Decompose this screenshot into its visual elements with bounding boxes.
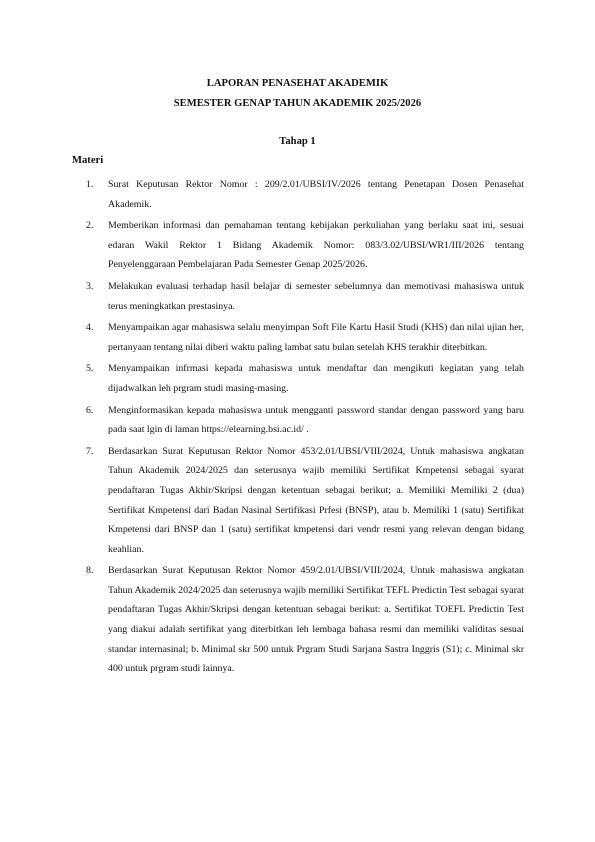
list-item [72, 442, 524, 560]
list-item-number: 5. [86, 363, 94, 375]
list-item-number: 4. [86, 322, 94, 334]
list-item-text: Melakukan evaluasi terhadap hasil belajar di semester sebelumnya dan memotivasi mahasiswa untuk terus meningkatkan prestasinya. [108, 280, 524, 312]
title-line-2: SEMESTER GENAP TAHUN AKADEMIK 2025/2026 [173, 98, 422, 109]
list-item-number: 6. [86, 404, 94, 416]
list-item [72, 277, 524, 316]
list-item-text: Berdasarkan Surat Keputusan Rektor Nomor 459/2.01/UBSI/VIII/2024, Untuk mahasiswa angkatan Tahun Akademik 2024/2025 dan seterusnya wajib memiliki Sertifikat TEFL Predictin Test sebagai syarat pendaftaran Tugas Akhir/Skripsi dengan ketentuan sebagai berikut: a. Sertifikat TOEFL Predictin Test yang diakui adalah sertifikat yang diterbitkan leh lembaga bahasa resmi dan memiliki validitas sesuai standar internasinal; b. Minimal skr 500 untuk Prgram Studi Sarjana Sastra Inggris (S1); c. Minimal skr 400 untuk prgram studi lainnya. [108, 565, 524, 675]
list-item-number: 3. [86, 280, 94, 292]
list-item [72, 318, 524, 357]
list-item [72, 561, 524, 679]
list-item-number: 7. [86, 445, 94, 457]
list-item [72, 216, 524, 275]
list-item-text: Menyampaikan infrmasi kepada mahasiswa untuk mendaftar dan mengikuti kegiatan yang telah dijadwalkan leh prgram studi masing-masing. [108, 363, 524, 394]
title-line-1: LAPORAN PENASEHAT AKADEMIK [206, 78, 389, 89]
list-item-number: 2. [86, 220, 94, 232]
list-item-text: Memberikan informasi dan pemahaman tentang kebijakan perkuliahan yang berlaku saat ini, sesuai edaran Wakil Rektor 1 Bidang Akademik Nomor: 083/3.02/UBSI/WR1/III/2026 tentang Penyelenggaraan Pembelajaran Pada Semester Genap 2025/2026. [108, 220, 524, 271]
list-item-text: Menyampaikan agar mahasiswa selalu menyimpan Soft File Kartu Hasil Studi (KHS) dan nilai ujian her, pertanyaan tentang nilai diberi waktu paling lambat satu bulan setelah KHS terakhir diterbitkan. [108, 322, 524, 353]
report-title [0, 74, 595, 114]
list-item [72, 175, 524, 214]
section-heading-materi: Materi [72, 155, 104, 166]
list-item [72, 401, 524, 440]
list-item-number: 1. [86, 179, 94, 190]
list-item-text: Berdasarkan Surat Keputusan Rektor Nomor 453/2.01/UBSI/VIII/2024, Untuk mahasiswa angkatan Tahun Akademik 2024/2025 dan seterusnya wajib memiliki Sertifikat Kmpetensi sebagai syarat pendaftaran Tugas Akhir/Skripsi dengan ketentuan sebagai berikut; a. Memiliki Memiliki 2 (dua) Sertifikat Kmpetensi dari Badan Nasinal Sertifikasi Prfesi (BNSP), atau b. Memiliki 1 (satu) Sertifikat Kmpetensi dari BNSP dan 1 (satu) sertifikat kmpetensi dari vendr resmi yang relevan dengan bidang keahlian. [108, 445, 524, 555]
stage-label: Tahap 1 [279, 136, 316, 147]
list-item-text: Menginformasikan kepada mahasiswa untuk mengganti password standar dengan password yang baru pada saat lgin di laman https://elearning.bsi.ac.id/ . [108, 404, 524, 436]
list-item-text: Surat Keputusan Rektor Nomor : 209/2.01/UBSI/IV/2026 tentang Penetapan Dosen Penasehat Akademik. [108, 179, 524, 210]
list-item-number: 8. [86, 565, 94, 577]
list-item [72, 359, 524, 398]
materi-list [72, 175, 524, 681]
